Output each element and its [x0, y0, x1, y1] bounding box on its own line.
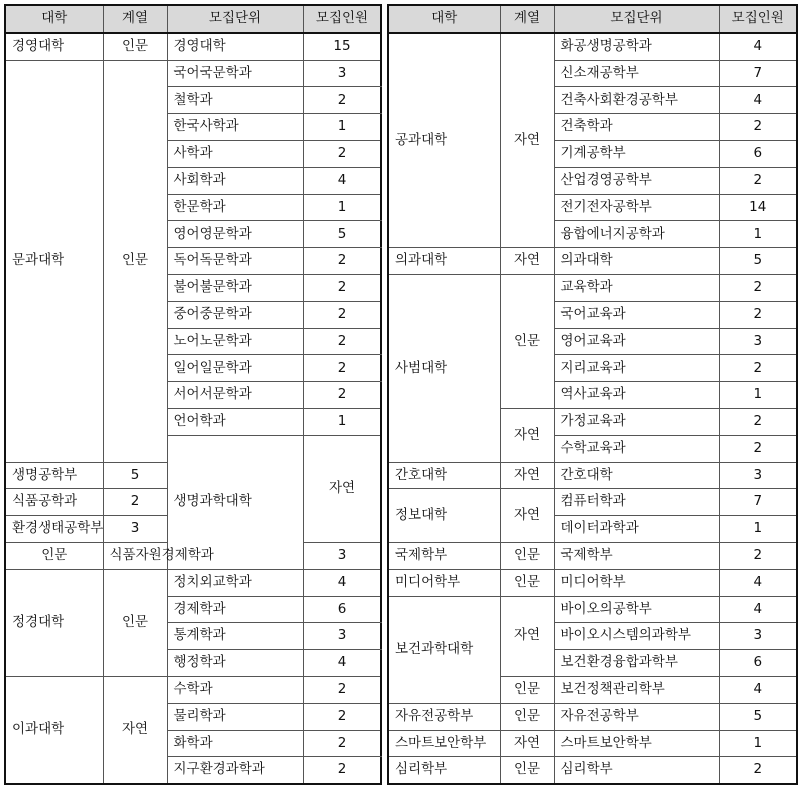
unit-cell: 한문학과	[167, 194, 303, 221]
count-cell: 2	[303, 757, 381, 784]
unit-cell: 바이오시스템의과학부	[554, 623, 719, 650]
unit-cell: 보건정책관리학부	[554, 676, 719, 703]
count-cell: 2	[303, 248, 381, 275]
unit-cell: 언어학과	[167, 408, 303, 435]
count-cell: 7	[719, 60, 797, 87]
unit-cell: 식품공학과	[5, 489, 103, 516]
field-cell: 인문	[500, 676, 554, 703]
field-cell: 인문	[500, 569, 554, 596]
admissions-table-left	[4, 4, 382, 785]
unit-cell: 융합에너지공학과	[554, 221, 719, 248]
count-cell: 1	[303, 114, 381, 141]
unit-cell: 자유전공학부	[554, 703, 719, 730]
unit-cell: 중어중문학과	[167, 301, 303, 328]
header-field: 계열	[500, 5, 554, 33]
count-cell: 5	[719, 703, 797, 730]
table-row	[388, 569, 797, 596]
count-cell: 4	[719, 569, 797, 596]
count-cell: 3	[719, 462, 797, 489]
college-cell: 문과대학	[5, 60, 103, 462]
unit-cell: 통계학과	[167, 623, 303, 650]
unit-cell: 바이오의공학부	[554, 596, 719, 623]
count-cell: 2	[719, 757, 797, 784]
count-cell: 3	[303, 542, 381, 569]
unit-cell: 독어독문학과	[167, 248, 303, 275]
field-cell: 인문	[500, 542, 554, 569]
unit-cell: 철학과	[167, 87, 303, 114]
table-row	[5, 33, 381, 60]
count-cell: 2	[719, 114, 797, 141]
unit-cell: 수학교육과	[554, 435, 719, 462]
unit-cell: 건축학과	[554, 114, 719, 141]
unit-cell: 물리학과	[167, 703, 303, 730]
field-cell: 인문	[500, 703, 554, 730]
field-cell: 자연	[500, 462, 554, 489]
table-row	[388, 274, 797, 301]
unit-cell: 불어불문학과	[167, 274, 303, 301]
table-row	[388, 596, 797, 623]
header-college: 대학	[388, 5, 500, 33]
unit-cell: 환경생태공학부	[5, 516, 103, 543]
table-row	[388, 757, 797, 784]
college-cell: 자유전공학부	[388, 703, 500, 730]
count-cell: 2	[303, 274, 381, 301]
count-cell: 3	[303, 60, 381, 87]
college-cell: 스마트보안학부	[388, 730, 500, 757]
unit-cell: 가정교육과	[554, 408, 719, 435]
unit-cell: 한국사학과	[167, 114, 303, 141]
count-cell: 2	[303, 676, 381, 703]
unit-cell: 산업경영공학부	[554, 167, 719, 194]
admissions-table-right	[387, 4, 798, 785]
college-cell: 생명과학대학	[167, 435, 303, 569]
count-cell: 5	[303, 221, 381, 248]
field-cell: 자연	[500, 489, 554, 543]
count-cell: 2	[303, 730, 381, 757]
count-cell: 2	[303, 355, 381, 382]
count-cell: 2	[303, 301, 381, 328]
unit-cell: 교육학과	[554, 274, 719, 301]
unit-cell: 데이터과학과	[554, 516, 719, 543]
count-cell: 7	[719, 489, 797, 516]
count-cell: 2	[719, 167, 797, 194]
unit-cell: 일어일문학과	[167, 355, 303, 382]
college-cell: 심리학부	[388, 757, 500, 784]
unit-cell: 기계공학부	[554, 140, 719, 167]
table-row	[388, 33, 797, 60]
count-cell: 2	[719, 355, 797, 382]
field-cell: 자연	[303, 435, 381, 542]
field-cell: 인문	[103, 33, 167, 60]
table-row	[5, 60, 381, 87]
count-cell: 2	[719, 542, 797, 569]
count-cell: 5	[719, 248, 797, 275]
field-cell: 인문	[103, 60, 167, 462]
count-cell: 4	[303, 650, 381, 677]
table-row	[388, 248, 797, 275]
college-cell: 정경대학	[5, 569, 103, 676]
count-cell: 2	[303, 87, 381, 114]
college-cell: 이과대학	[5, 676, 103, 784]
unit-cell: 신소재공학부	[554, 60, 719, 87]
left-table-body	[5, 33, 381, 784]
unit-cell: 사학과	[167, 140, 303, 167]
college-cell: 간호대학	[388, 462, 500, 489]
count-cell: 2	[103, 489, 167, 516]
unit-cell: 정치외교학과	[167, 569, 303, 596]
unit-cell: 미디어학부	[554, 569, 719, 596]
count-cell: 2	[719, 435, 797, 462]
count-cell: 4	[719, 33, 797, 60]
count-cell: 1	[303, 194, 381, 221]
count-cell: 2	[719, 301, 797, 328]
count-cell: 2	[303, 382, 381, 409]
count-cell: 4	[719, 596, 797, 623]
unit-cell: 식품자원경제학과	[103, 542, 167, 569]
count-cell: 3	[719, 328, 797, 355]
count-cell: 1	[719, 221, 797, 248]
field-cell: 자연	[500, 408, 554, 462]
unit-cell: 전기전자공학부	[554, 194, 719, 221]
field-cell: 자연	[500, 596, 554, 676]
unit-cell: 역사교육과	[554, 382, 719, 409]
field-cell: 인문	[500, 757, 554, 784]
count-cell: 2	[719, 274, 797, 301]
count-cell: 3	[303, 623, 381, 650]
unit-cell: 심리학부	[554, 757, 719, 784]
unit-cell: 보건환경융합과학부	[554, 650, 719, 677]
unit-cell: 건축사회환경공학부	[554, 87, 719, 114]
count-cell: 6	[303, 596, 381, 623]
header-count: 모집인원	[303, 5, 381, 33]
college-cell: 사범대학	[388, 274, 500, 462]
unit-cell: 지구환경과학과	[167, 757, 303, 784]
unit-cell: 간호대학	[554, 462, 719, 489]
header-college: 대학	[5, 5, 103, 33]
table-row	[388, 730, 797, 757]
count-cell: 2	[719, 408, 797, 435]
field-cell: 인문	[103, 569, 167, 676]
count-cell: 3	[103, 516, 167, 543]
count-cell: 14	[719, 194, 797, 221]
field-cell: 자연	[500, 33, 554, 248]
unit-cell: 국제학부	[554, 542, 719, 569]
count-cell: 1	[719, 382, 797, 409]
header-count: 모집인원	[719, 5, 797, 33]
field-cell: 자연	[500, 248, 554, 275]
count-cell: 4	[719, 676, 797, 703]
count-cell: 3	[719, 623, 797, 650]
college-cell: 보건과학대학	[388, 596, 500, 703]
unit-cell: 경영대학	[167, 33, 303, 60]
count-cell: 1	[719, 730, 797, 757]
unit-cell: 수학과	[167, 676, 303, 703]
college-cell: 의과대학	[388, 248, 500, 275]
unit-cell: 스마트보안학부	[554, 730, 719, 757]
unit-cell: 의과대학	[554, 248, 719, 275]
unit-cell: 생명공학부	[5, 462, 103, 489]
count-cell: 6	[719, 140, 797, 167]
field-cell: 자연	[500, 730, 554, 757]
unit-cell: 국어국문학과	[167, 60, 303, 87]
count-cell: 1	[719, 516, 797, 543]
college-cell: 미디어학부	[388, 569, 500, 596]
unit-cell: 노어노문학과	[167, 328, 303, 355]
table-row	[388, 703, 797, 730]
college-cell: 경영대학	[5, 33, 103, 60]
unit-cell: 영어교육과	[554, 328, 719, 355]
header-row	[5, 5, 381, 33]
college-cell: 정보대학	[388, 489, 500, 543]
college-cell: 국제학부	[388, 542, 500, 569]
unit-cell: 지리교육과	[554, 355, 719, 382]
table-row	[388, 489, 797, 516]
unit-cell: 국어교육과	[554, 301, 719, 328]
count-cell: 4	[303, 167, 381, 194]
count-cell: 5	[103, 462, 167, 489]
field-cell: 인문	[500, 274, 554, 408]
unit-cell: 화공생명공학과	[554, 33, 719, 60]
count-cell: 6	[719, 650, 797, 677]
count-cell: 4	[303, 569, 381, 596]
count-cell: 2	[303, 140, 381, 167]
field-cell: 자연	[103, 676, 167, 784]
count-cell: 15	[303, 33, 381, 60]
table-row	[5, 676, 381, 703]
table-row	[388, 462, 797, 489]
count-cell: 2	[303, 328, 381, 355]
unit-cell: 화학과	[167, 730, 303, 757]
count-cell: 1	[303, 408, 381, 435]
unit-cell: 사회학과	[167, 167, 303, 194]
table-row	[5, 569, 381, 596]
unit-cell: 경제학과	[167, 596, 303, 623]
right-table-body	[388, 33, 797, 784]
header-unit: 모집단위	[167, 5, 303, 33]
header-unit: 모집단위	[554, 5, 719, 33]
college-cell: 공과대학	[388, 33, 500, 248]
unit-cell: 컴퓨터학과	[554, 489, 719, 516]
count-cell: 2	[303, 703, 381, 730]
field-cell: 인문	[5, 542, 103, 569]
count-cell: 4	[719, 87, 797, 114]
unit-cell: 영어영문학과	[167, 221, 303, 248]
unit-cell: 서어서문학과	[167, 382, 303, 409]
unit-cell: 행정학과	[167, 650, 303, 677]
header-row	[388, 5, 797, 33]
table-row	[388, 542, 797, 569]
header-field: 계열	[103, 5, 167, 33]
